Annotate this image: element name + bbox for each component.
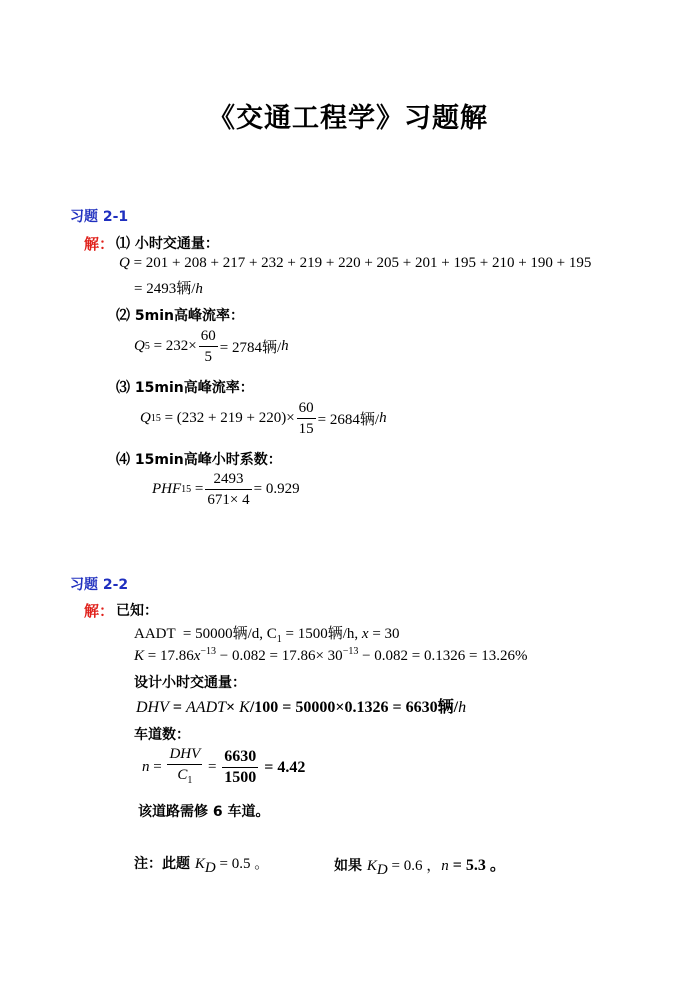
q5-result: = 2784辆/ (219, 340, 282, 356)
var-k: K (134, 648, 145, 664)
unit-h: h (458, 699, 467, 716)
var-x: x (193, 648, 201, 664)
equation-q-line1 (119, 255, 591, 272)
numerator: DHV (167, 744, 202, 765)
unit-h: h (379, 410, 387, 426)
eq: = (168, 699, 187, 716)
aadt-text: AADT = 50000辆/d, C (134, 626, 277, 642)
solution-label: 解： (84, 235, 115, 253)
k-result: − 0.082 = 0.1326 = 13.26% (358, 648, 528, 664)
k-line (134, 646, 527, 665)
var-q5: Q (134, 338, 145, 354)
numerator: 6630 (222, 747, 258, 768)
sub-1: 1 (276, 634, 282, 645)
q5-mid: = 232× (149, 338, 197, 354)
sub-15: 15 (150, 413, 161, 424)
times: × (226, 699, 240, 716)
q15-mid: = (232 + 219 + 220)× (160, 410, 295, 426)
sub-d: D (204, 860, 216, 876)
equation-q5 (134, 326, 289, 367)
unit-h: h (195, 281, 203, 297)
sum-terms: = 201 + 208 + 217 + 232 + 219 + 220 + 205 + 201 + 195 + 210 + 190 + 195 (129, 255, 592, 271)
var-n: n (441, 858, 449, 874)
unit-h: h (281, 338, 289, 354)
part-2-label: ⑵ 5min高峰流率： (116, 308, 244, 324)
var-aadt: AADT (186, 699, 227, 716)
n-value: = 5.3 。 (448, 857, 506, 874)
exponent: −13 (200, 646, 217, 657)
k-mid: − 0.082 = 17.86× 30 (216, 648, 343, 664)
q-result: = 2493辆/ (134, 281, 196, 297)
equation-phf (152, 469, 300, 510)
eq: = (149, 759, 166, 775)
note-if (334, 852, 506, 879)
note-label: 注：此题 (134, 856, 195, 872)
dhv-label: 设计小时交通量： (134, 675, 246, 691)
part-4-label: ⑷ 15min高峰小时系数： (116, 452, 282, 468)
x-value: = 30 (368, 626, 400, 642)
fraction-6630-1500 (222, 747, 258, 788)
k-coef: = 17.86 (144, 648, 194, 664)
var-q: Q (119, 255, 130, 271)
denominator: 5 (204, 349, 213, 365)
equation-q15 (140, 398, 387, 439)
lanes-equation (142, 744, 305, 791)
eq: = (204, 759, 221, 775)
var-q15: Q (140, 410, 151, 426)
if-label: 如果 (334, 858, 367, 874)
part-1-label: ⑴ 小时交通量： (116, 236, 219, 252)
phf-result: = 0.929 (253, 481, 300, 497)
phf-eq: = (191, 481, 204, 497)
sub-d: D (376, 862, 388, 878)
q15-result: = 2684辆/ (317, 412, 380, 428)
known-label: 已知： (116, 603, 158, 619)
numerator: 60 (297, 398, 316, 419)
page-title: 《交通工程学》习题解 (208, 103, 488, 134)
fraction-60-15 (297, 398, 316, 439)
denominator: 671× 4 (207, 492, 250, 508)
var-n: n (142, 759, 150, 775)
denominator (167, 765, 202, 791)
fraction-60-5 (199, 326, 218, 367)
n-result: = 4.42 (260, 758, 306, 776)
equation-q-line2 (134, 277, 203, 298)
exercise-2-2-heading: 习题 2-2 (70, 577, 129, 593)
lanes-label: 车道数： (134, 727, 190, 743)
exponent: −13 (342, 646, 359, 657)
kd-value-2: = 0.6 ， (387, 858, 442, 874)
conclusion: 该道路需修 6 车道。 (138, 804, 270, 820)
kd-value: = 0.5 。 (215, 856, 270, 872)
numerator: 60 (199, 326, 218, 347)
dhv-result: /100 = 50000×0.1326 = 6630辆/ (249, 699, 459, 716)
numerator: 2493 (205, 469, 251, 490)
denominator: 1500 (224, 769, 257, 786)
var-x: x (361, 626, 369, 642)
var-phf: PHF (152, 481, 182, 497)
var-dhv: DHV (136, 699, 169, 716)
aadt-line (134, 622, 400, 645)
var-k: K (366, 858, 377, 874)
var-c: C (177, 767, 188, 783)
part-3-label: ⑶ 15min高峰流率： (116, 380, 254, 396)
var-k: K (194, 856, 205, 872)
sub-15: 15 (181, 484, 192, 495)
sub-1: 1 (187, 775, 193, 786)
exercise-2-1-heading: 习题 2-1 (70, 209, 129, 225)
fraction-phf (205, 469, 251, 510)
solution-label: 解： (84, 602, 115, 620)
sub-5: 5 (144, 341, 150, 352)
denominator: 15 (298, 421, 314, 437)
note-line (134, 852, 269, 877)
dhv-line (136, 694, 466, 717)
aadt-rest: = 1500辆/h, (281, 626, 362, 642)
fraction-dhv-c1 (167, 744, 202, 791)
var-k: K (239, 699, 250, 716)
